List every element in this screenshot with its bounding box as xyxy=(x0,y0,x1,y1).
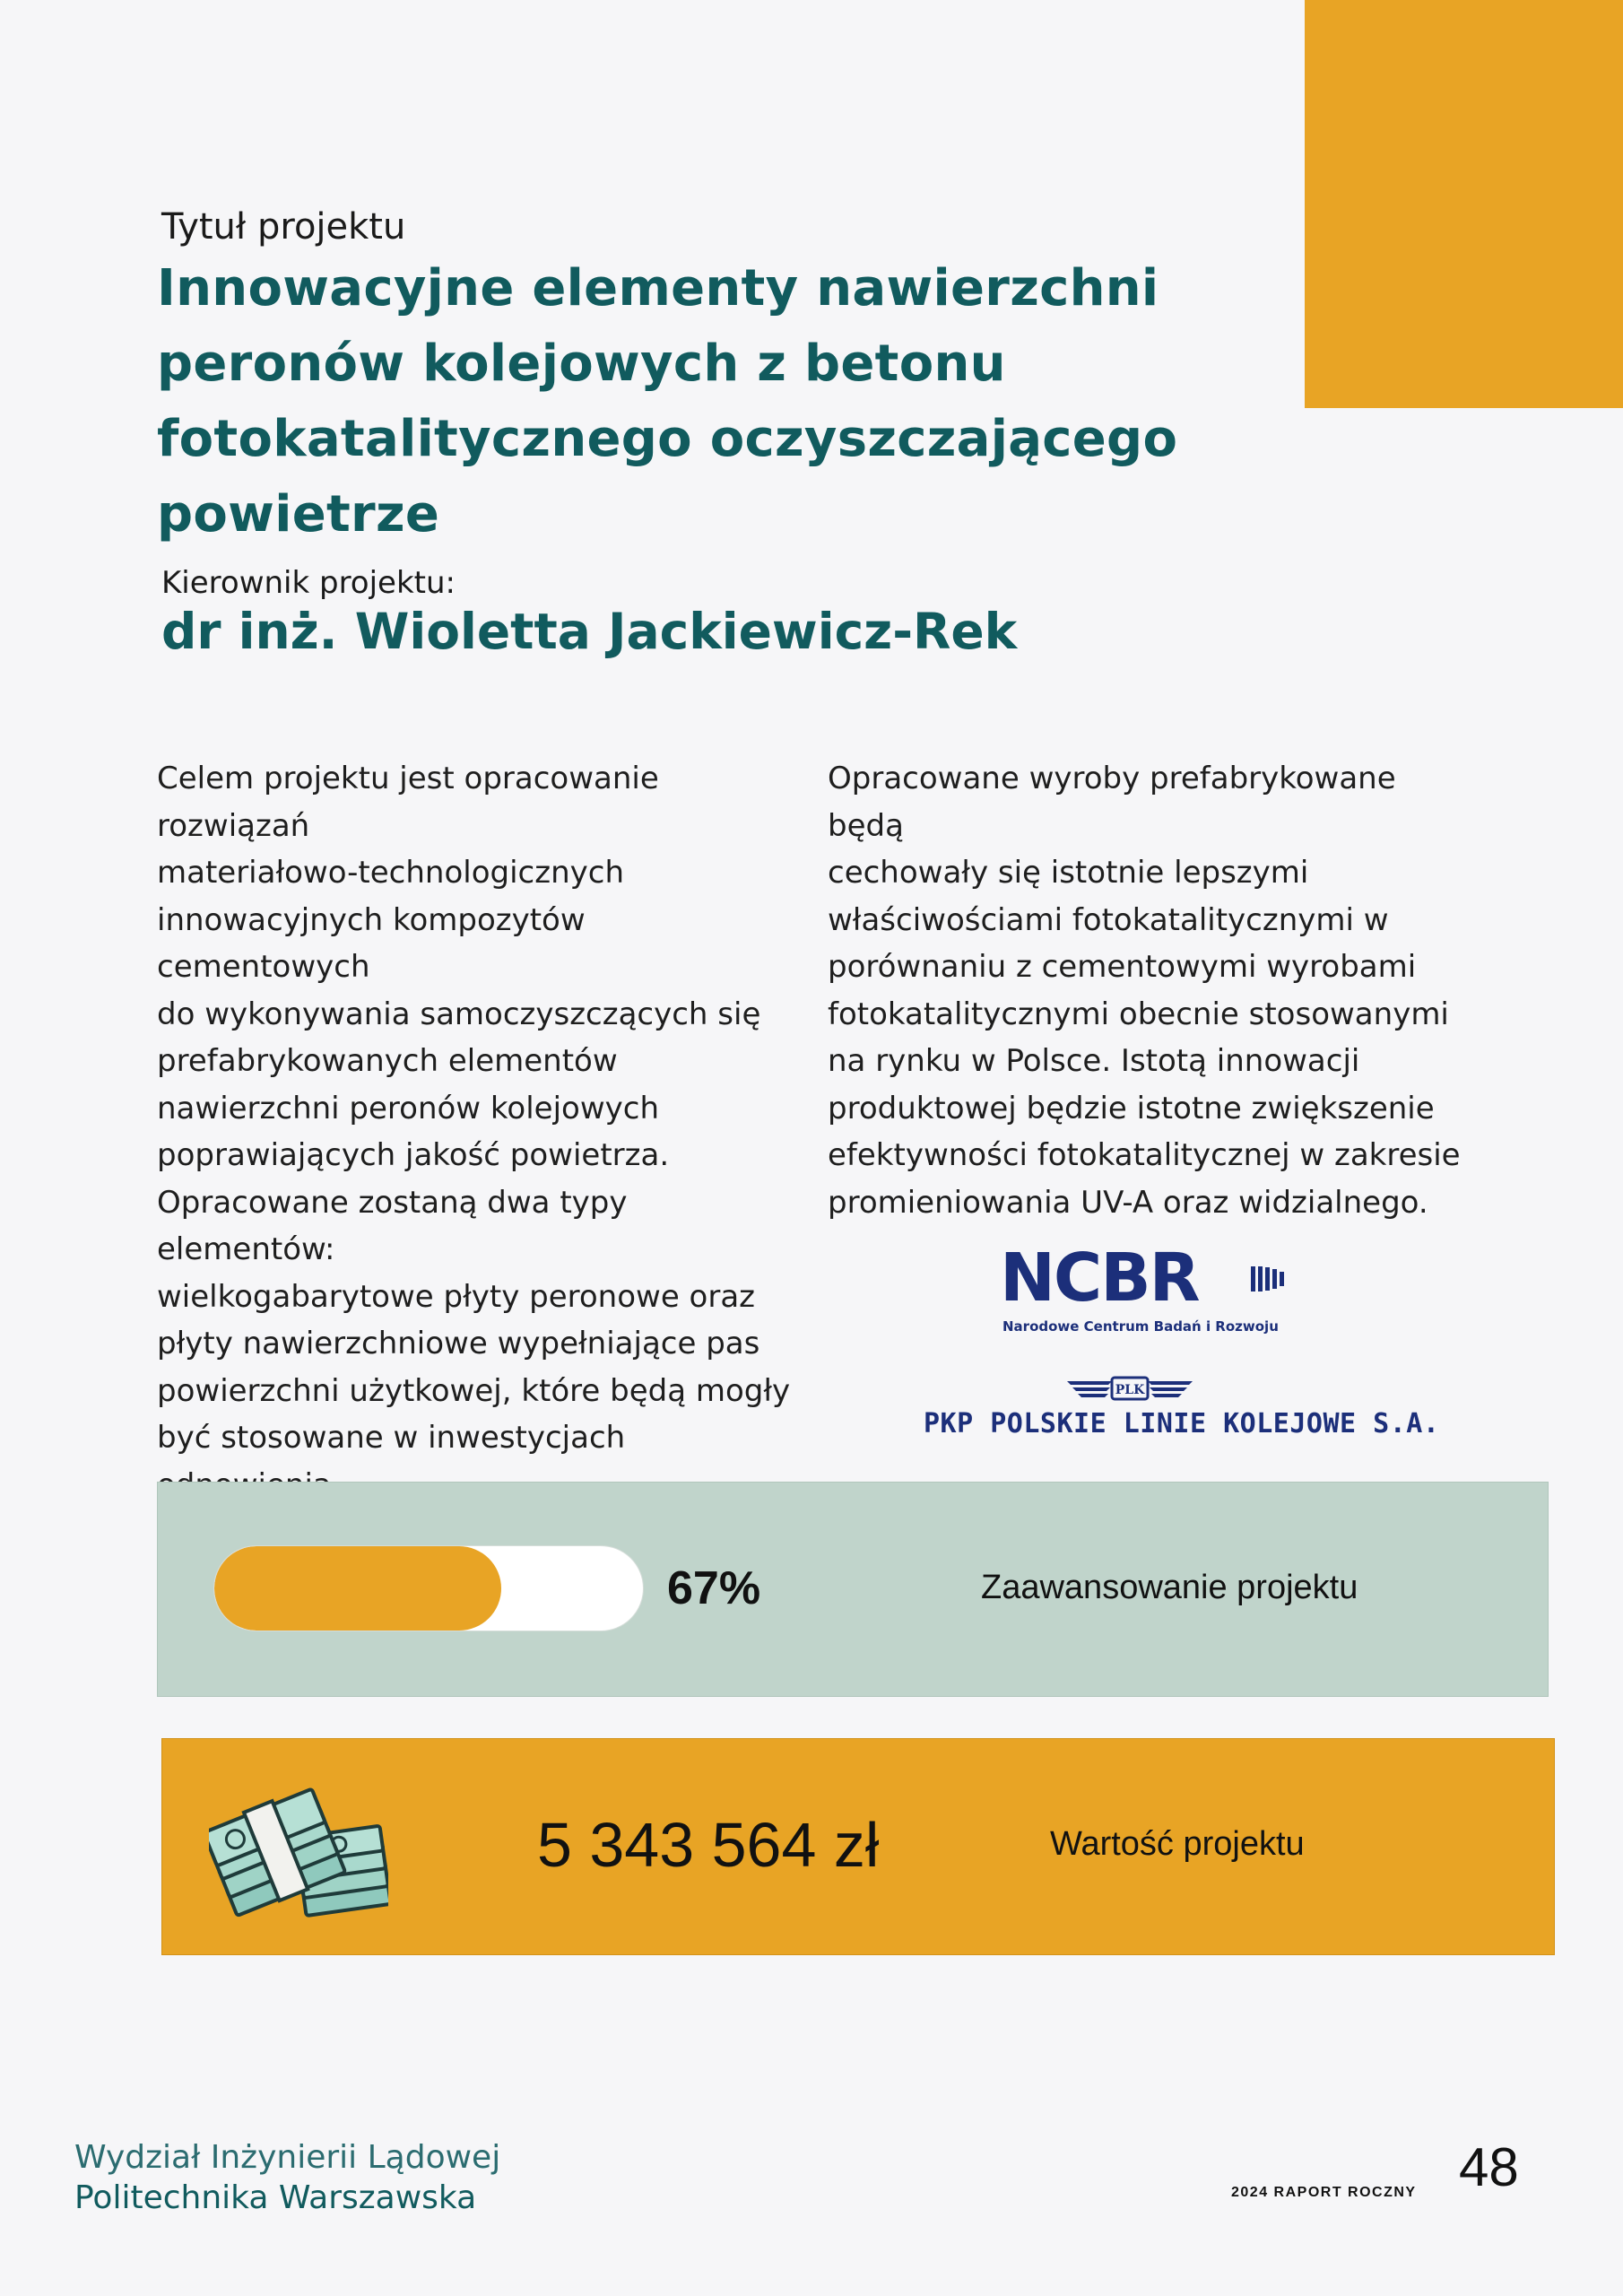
money-stack-icon xyxy=(209,1766,388,1927)
page-number: 48 xyxy=(1459,2137,1519,2197)
footer-department: Wydział Inżynierii Lądowej xyxy=(74,2139,501,2176)
project-manager-name: dr inż. Wioletta Jackiewicz-Rek xyxy=(161,603,1018,660)
project-value-panel xyxy=(161,1738,1555,1955)
project-value-label: Wartość projektu xyxy=(1050,1825,1305,1863)
plk-logo-wordmark: PKP POLSKIE LINIE KOLEJOWE S.A. xyxy=(924,1408,1440,1439)
ncbr-logo-wordmark: NCBR xyxy=(1000,1239,1199,1317)
description-left-column: Celem projektu jest opracowanie rozwiązań materiałowo-technologicznych innowacyjnych kompozytów cementowych do wykonywania samoczyszczących się prefabrykowanych elementów nawierzchni peronów kolejowych poprawiających jakość powietrza. Opracowane zostaną dwa typy elementów: wielkogabarytowe płyty peronowe oraz płyty nawierzchniowe wypełniające pas powierzchni użytkowej, które będą mogły być stosowane w inwestycjach xyxy=(157,761,791,1456)
progress-bar-fill xyxy=(214,1546,501,1631)
description-right-column: Opracowane wyroby prefabrykowane będą cechowały się istotnie lepszymi właściwościami fotokatalitycznymi w porównaniu z cementowymi wyrobami fotokatalitycznymi obecnie stosowanymi na rynku w Polsce. Istotą innowacji produktowej będzie istotne zwiększenie efektywności fotokatalitycznej w zakresie promieniowania UV-A oraz widzialnego. xyxy=(828,761,1461,1221)
project-progress-panel xyxy=(157,1482,1549,1697)
decorative-corner-block xyxy=(1305,0,1623,408)
winged-emblem-icon xyxy=(1067,1372,1193,1405)
ncbr-logo xyxy=(1000,1239,1305,1345)
project-manager-label: Kierownik projektu: xyxy=(161,565,456,601)
plk-logo xyxy=(924,1372,1440,1444)
ncbr-stripes-icon xyxy=(1251,1265,1287,1293)
project-value-amount: 5 343 564 zł xyxy=(537,1810,880,1880)
progress-percent: 67% xyxy=(667,1562,761,1614)
footer-report-title: 2024 RAPORT ROCZNY xyxy=(1231,2185,1417,2200)
progress-bar xyxy=(213,1545,644,1631)
project-title-label: Tytuł projektu xyxy=(161,206,406,248)
progress-label: Zaawansowanie projektu xyxy=(981,1569,1358,1606)
footer-university: Politechnika Warszawska xyxy=(74,2179,477,2216)
ncbr-logo-subtitle: Narodowe Centrum Badań i Rozwoju xyxy=(1002,1318,1279,1335)
project-title: Innowacyjne elementy nawierzchni peronów kolejowych z betonu fotokatalitycznego oczyszczającego powietrze xyxy=(157,259,1178,544)
plk-emblem-text: PLK xyxy=(1115,1383,1145,1397)
